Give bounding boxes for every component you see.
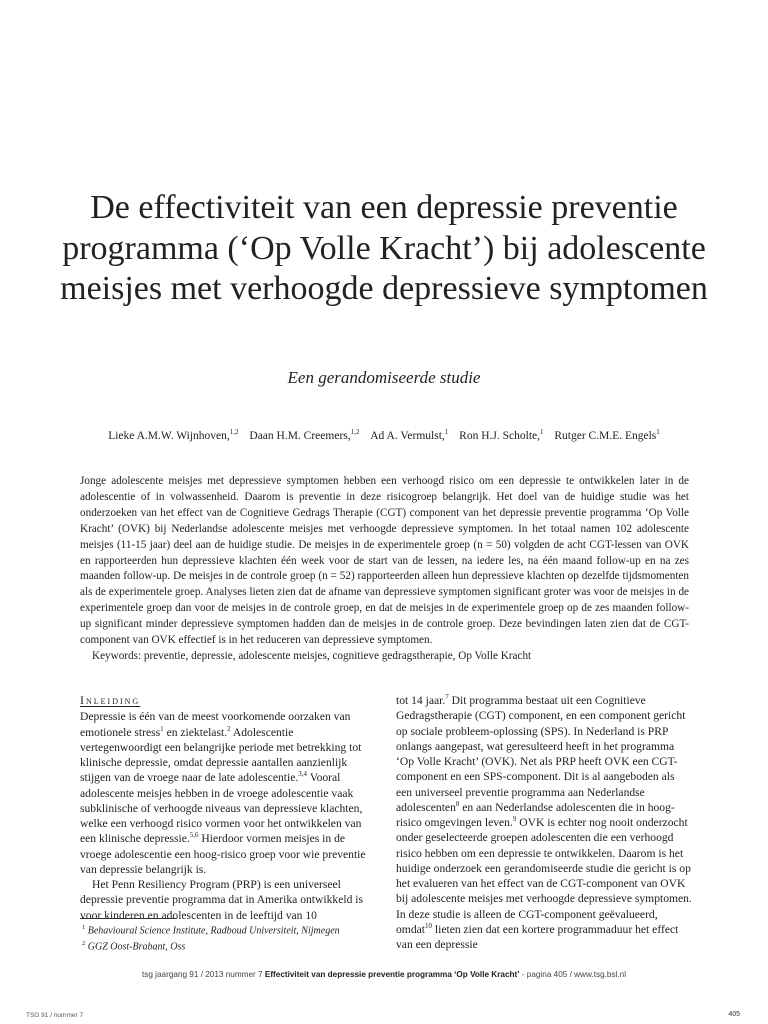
article-subtitle: Een gerandomiseerde studie bbox=[287, 368, 481, 387]
body-text: lieten zien dat een kortere programmaduur het effect van een depressie bbox=[396, 922, 679, 951]
author bbox=[459, 430, 543, 442]
abstract bbox=[80, 474, 689, 665]
body-paragraph bbox=[80, 709, 376, 877]
body-column-left bbox=[80, 693, 376, 923]
footnote-text: GGZ Oost-Brabant, Oss bbox=[87, 941, 186, 953]
author-name: Lieke A.M.W. Wijnhoven, bbox=[108, 429, 230, 442]
body-paragraph bbox=[396, 693, 692, 952]
footnotes bbox=[80, 922, 376, 954]
footer-article-title: Effectiviteit van depressie preventie programma ‘Op Volle Kracht’ bbox=[264, 970, 520, 979]
body-text: Dit programma bestaat uit een Cognitieve Gedragstherapie (CGT) component, en een component gericht op sociale probleem-oplossing (SPS). In Nederland is PRP onlangs aangepast, wat geresulteerd heeft in het programma ‘Op Volle Kracht’ (OVK). Net als PRP heeft OVK een CGT-component en een SPS-component. Dit is al aangeboden als een universeel preventie programma aan Nederlandse adolescenten bbox=[396, 694, 686, 814]
body-paragraph: Het Penn Resiliency Program (PRP) is een universeel depressie preventie programma dat in Amerika ontwikkeld is voor kinderen en adolescenten in de leeftijd van 10 bbox=[80, 878, 363, 922]
body-text: en ziektelast. bbox=[163, 725, 228, 739]
author-name: Daan H.M. Creemers, bbox=[249, 429, 351, 442]
body-text: Depressie is één van de meest voorkomende oorzaken van emotionele stress bbox=[80, 710, 351, 739]
citation-ref[interactable]: 10 bbox=[424, 921, 432, 930]
author bbox=[370, 430, 448, 442]
author-affiliation: 1,2 bbox=[229, 428, 239, 436]
section-heading: Inleiding bbox=[80, 693, 141, 707]
author-name: Rutger C.M.E. Engels bbox=[554, 429, 657, 442]
body-text: Vooral adolescente meisjes hebben in de vroege adolescentie vaak subklinische of verhoogde niveaus van depressieve klachten, welke een verhoogd risico vormen voor het ontwikkelen van een klinische depressie. bbox=[80, 771, 363, 846]
body-text: Adolescentie vertegenwoordigt een belangrijke periode met betrekking tot klinische depressie, omdat depressie aantallen aanzienlijk stijgen van de vroege naar de late adolescentie. bbox=[80, 725, 362, 785]
author bbox=[249, 430, 359, 442]
author bbox=[108, 430, 238, 442]
citation-ref[interactable]: 5,6 bbox=[189, 831, 199, 840]
citation-ref[interactable]: 9 bbox=[512, 815, 517, 824]
author-affiliation: 1 bbox=[656, 428, 660, 436]
footnote-divider bbox=[80, 918, 176, 919]
body-text: en aan Nederlandse adolescenten die in hoog-risico omgevingen leven. bbox=[396, 800, 675, 829]
footer-suffix: - pagina 405 / www.tsg.bsl.nl bbox=[519, 970, 627, 979]
folio-page-number: 405 bbox=[728, 1011, 740, 1018]
running-footer bbox=[60, 970, 708, 979]
article-title: De effectiviteit van een depressie preventie programma (‘Op Volle Kracht’) bij adolescente meisjes met verhoogde depressieve symptomen bbox=[60, 189, 708, 307]
citation-ref[interactable]: 7 bbox=[445, 693, 449, 702]
author-affiliation: 1 bbox=[444, 428, 449, 436]
citation-ref[interactable]: 8 bbox=[455, 799, 460, 808]
body-text: Hierdoor vormen meisjes in de vroege adolescentie een hoog-risico groep voor wie preventie van depressie belangrijk is. bbox=[80, 832, 366, 876]
abstract-text: Jonge adolescente meisjes met depressieve symptomen hebben een verhoogd risico om een depressie te ontwikkelen later in de adolescentie of in volwassenheid. Daarom is preventie in deze risicogroep belangrijk. Het doel van de huidige studie was het onderzoeken van het effect van de Cognitieve Gedrags Therapie (CGT) component van het depressie preventie programma ‘Op Volle Kracht’ (OVK) bij Nederlandse adolescente meisjes met verhoogde depressieve symptomen. In het totaal namen 102 adolescente meisjes (11-15 jaar) deel aan de huidige studie. De meisjes in de experimentele groep (n = 50) volgden de acht CGT-lessen van OVK en rapporteerden hun depressieve klachten één week voor de start van de lessen, na iedere les, na één maand follow-up en na zes maanden follow-up. De meisjes in de controle groep (n = 52) rapporteerden alleen hun depressieve klachten op dezelfde tijdsmomenten als de experimentele groep. Analyses lieten zien dat de afname van depressieve symptomen significant groter was voor de meisjes in de experimentele groep dan voor de meisjes in de controle groep, en dat de meisjes in de experimentele groep op de zes maanden follow-up significant minder depressieve symptomen hadden dan de meisjes in de controle groep. Deze bevindingen laten zien dat de CGT-component van OVK effectief is in het reduceren van depressieve symptomen. bbox=[80, 475, 689, 647]
author-name: Ron H.J. Scholte, bbox=[459, 429, 540, 442]
body-text: OVK is echter nog nooit onderzocht onder geselecteerde groepen adolescenten die een verhoogd risico hebben om een depressie te ontwikkelen. Daarom is het huidige onderzoek een gerandomiseerde studie die gericht is op het evalueren van het effect van de CGT-component van OVK bij adolescente meisjes met verhoogde depressieve symptomen. In deze studie is alleen de CGT-component geëvalueerd, omdat bbox=[396, 816, 692, 936]
folio-issue: TSG 91 / nummer 7 bbox=[26, 1012, 84, 1019]
citation-ref[interactable]: 3,4 bbox=[298, 770, 307, 779]
body-column-right bbox=[396, 693, 692, 952]
author-list bbox=[40, 428, 728, 442]
author-name: Ad A. Vermulst, bbox=[370, 429, 445, 442]
citation-ref[interactable]: 1 bbox=[160, 724, 164, 733]
footer-prefix: tsg jaargang 91 / 2013 nummer 7 bbox=[141, 970, 265, 979]
footnote bbox=[80, 938, 376, 954]
footnote-number: 1 bbox=[82, 924, 86, 931]
author bbox=[554, 430, 659, 442]
author-affiliation: 1 bbox=[540, 428, 544, 436]
footnote-number: 2 bbox=[82, 939, 86, 947]
footnote-text: Behavioural Science Institute, Radboud Universiteit, Nijmegen bbox=[87, 925, 340, 937]
footnote bbox=[80, 922, 376, 938]
author-affiliation: 1,2 bbox=[350, 428, 360, 436]
body-text: tot 14 jaar. bbox=[396, 694, 446, 707]
keywords: Keywords: preventie, depressie, adolescente meisjes, cognitieve gedragstherapie, Op Volle Kracht bbox=[92, 649, 532, 662]
citation-ref[interactable]: 2 bbox=[227, 724, 231, 733]
